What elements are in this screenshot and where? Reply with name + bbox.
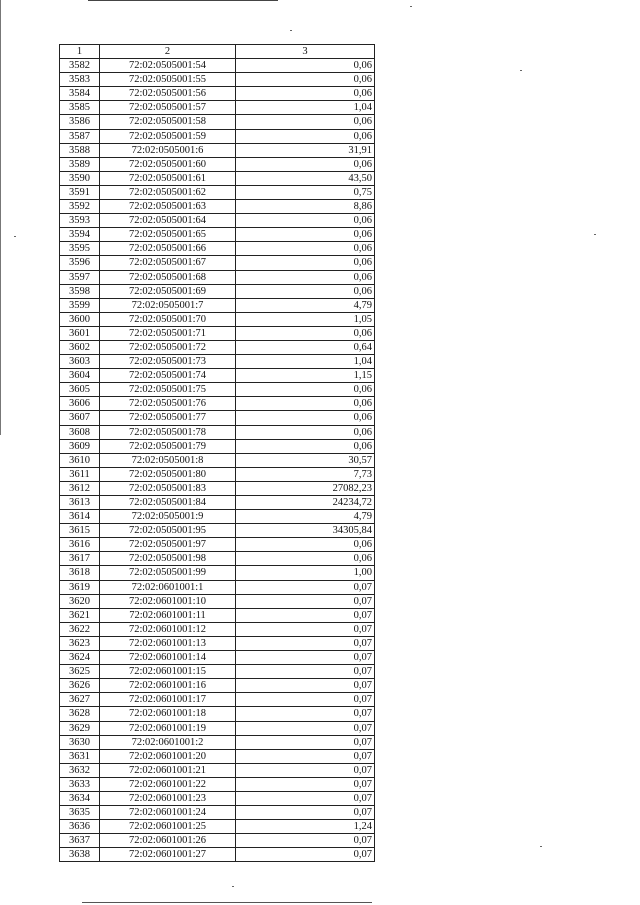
cadastral-number: 72:02:0601001:19 [100, 721, 236, 735]
row-value: 0,64 [236, 340, 375, 354]
row-value: 1,05 [236, 312, 375, 326]
cadastral-number: 72:02:0505001:60 [100, 157, 236, 171]
row-value: 0,06 [236, 425, 375, 439]
row-value: 0,07 [236, 665, 375, 679]
cadastral-number: 72:02:0505001:59 [100, 129, 236, 143]
cadastral-number: 72:02:0505001:84 [100, 496, 236, 510]
table-row [60, 397, 375, 411]
cadastral-number: 72:02:0505001:76 [100, 397, 236, 411]
scan-speck [290, 30, 292, 31]
table-row [60, 510, 375, 524]
cadastral-table [59, 44, 375, 862]
cadastral-number: 72:02:0505001:68 [100, 270, 236, 284]
column-header-3: 3 [236, 45, 375, 59]
row-value: 0,06 [236, 157, 375, 171]
row-value: 1,04 [236, 101, 375, 115]
row-number: 3590 [60, 171, 100, 185]
cadastral-number: 72:02:0505001:95 [100, 524, 236, 538]
table-row [60, 820, 375, 834]
row-value: 0,06 [236, 129, 375, 143]
table-row [60, 242, 375, 256]
row-value: 0,06 [236, 552, 375, 566]
table-row [60, 636, 375, 650]
row-value: 0,07 [236, 580, 375, 594]
cadastral-number: 72:02:0601001:18 [100, 707, 236, 721]
row-number: 3631 [60, 749, 100, 763]
row-number: 3637 [60, 834, 100, 848]
cadastral-number: 72:02:0505001:66 [100, 242, 236, 256]
table-row [60, 580, 375, 594]
cadastral-number: 72:02:0601001:17 [100, 693, 236, 707]
cadastral-number: 72:02:0601001:27 [100, 848, 236, 862]
table-row [60, 594, 375, 608]
row-number: 3613 [60, 496, 100, 510]
row-number: 3620 [60, 594, 100, 608]
row-value: 1,24 [236, 820, 375, 834]
cadastral-number: 72:02:0505001:77 [100, 411, 236, 425]
row-number: 3610 [60, 453, 100, 467]
table-row [60, 608, 375, 622]
cadastral-number: 72:02:0505001:65 [100, 228, 236, 242]
row-value: 0,06 [236, 270, 375, 284]
row-value: 0,07 [236, 636, 375, 650]
row-value: 0,06 [236, 439, 375, 453]
cadastral-number: 72:02:0601001:1 [100, 580, 236, 594]
table-row [60, 256, 375, 270]
row-number: 3618 [60, 566, 100, 580]
row-number: 3611 [60, 467, 100, 481]
cadastral-number: 72:02:0601001:25 [100, 820, 236, 834]
row-value: 0,07 [236, 608, 375, 622]
table-row [60, 496, 375, 510]
row-value: 0,06 [236, 397, 375, 411]
cadastral-number: 72:02:0505001:80 [100, 467, 236, 481]
cadastral-number: 72:02:0505001:73 [100, 355, 236, 369]
cadastral-number: 72:02:0505001:75 [100, 383, 236, 397]
row-value: 7,73 [236, 467, 375, 481]
row-number: 3582 [60, 59, 100, 73]
row-value: 0,07 [236, 707, 375, 721]
table-row [60, 665, 375, 679]
row-number: 3628 [60, 707, 100, 721]
table-row [60, 777, 375, 791]
row-value: 0,07 [236, 791, 375, 805]
table-row [60, 87, 375, 101]
row-number: 3629 [60, 721, 100, 735]
cadastral-number: 72:02:0505001:55 [100, 73, 236, 87]
row-number: 3596 [60, 256, 100, 270]
table-body [60, 59, 375, 862]
cadastral-number: 72:02:0505001:70 [100, 312, 236, 326]
cadastral-number: 72:02:0505001:64 [100, 214, 236, 228]
row-value: 0,07 [236, 721, 375, 735]
row-value: 0,07 [236, 651, 375, 665]
row-value: 0,07 [236, 806, 375, 820]
row-value: 0,06 [236, 228, 375, 242]
row-number: 3638 [60, 848, 100, 862]
row-value: 0,07 [236, 693, 375, 707]
table-row [60, 270, 375, 284]
cadastral-number: 72:02:0505001:56 [100, 87, 236, 101]
cadastral-number: 72:02:0505001:58 [100, 115, 236, 129]
row-number: 3592 [60, 200, 100, 214]
scan-speck [520, 70, 522, 71]
table-row [60, 848, 375, 862]
cadastral-number: 72:02:0601001:13 [100, 636, 236, 650]
cadastral-number: 72:02:0601001:16 [100, 679, 236, 693]
cadastral-number: 72:02:0505001:83 [100, 481, 236, 495]
row-value: 27082,23 [236, 481, 375, 495]
table-row [60, 749, 375, 763]
cadastral-number: 72:02:0601001:2 [100, 735, 236, 749]
table-row [60, 566, 375, 580]
table-row [60, 693, 375, 707]
cadastral-number: 72:02:0601001:20 [100, 749, 236, 763]
table-row [60, 425, 375, 439]
cadastral-number: 72:02:0505001:7 [100, 298, 236, 312]
cadastral-number: 72:02:0601001:22 [100, 777, 236, 791]
table-row [60, 355, 375, 369]
row-number: 3595 [60, 242, 100, 256]
row-number: 3604 [60, 369, 100, 383]
table-row [60, 707, 375, 721]
row-number: 3607 [60, 411, 100, 425]
table-row [60, 806, 375, 820]
row-number: 3599 [60, 298, 100, 312]
table-row [60, 326, 375, 340]
table-row [60, 481, 375, 495]
table-row [60, 143, 375, 157]
table-row [60, 453, 375, 467]
table-row [60, 552, 375, 566]
table-row [60, 679, 375, 693]
row-number: 3608 [60, 425, 100, 439]
row-number: 3612 [60, 481, 100, 495]
row-value: 24234,72 [236, 496, 375, 510]
row-number: 3609 [60, 439, 100, 453]
row-value: 0,06 [236, 115, 375, 129]
table-row [60, 214, 375, 228]
header-row [60, 45, 375, 59]
table-row [60, 467, 375, 481]
table-row [60, 200, 375, 214]
row-value: 4,79 [236, 298, 375, 312]
row-value: 0,07 [236, 777, 375, 791]
table-row [60, 834, 375, 848]
table-row [60, 411, 375, 425]
table-row [60, 228, 375, 242]
table-row [60, 721, 375, 735]
row-value: 4,79 [236, 510, 375, 524]
cadastral-number: 72:02:0505001:54 [100, 59, 236, 73]
row-number: 3636 [60, 820, 100, 834]
row-number: 3606 [60, 397, 100, 411]
row-number: 3616 [60, 538, 100, 552]
cadastral-number: 72:02:0601001:21 [100, 763, 236, 777]
cadastral-number: 72:02:0505001:6 [100, 143, 236, 157]
row-number: 3614 [60, 510, 100, 524]
table-row [60, 185, 375, 199]
table-row [60, 383, 375, 397]
row-number: 3635 [60, 806, 100, 820]
row-number: 3624 [60, 651, 100, 665]
scan-speck [14, 236, 16, 237]
scan-edge-mark [0, 0, 1, 435]
row-number: 3602 [60, 340, 100, 354]
row-value: 0,07 [236, 848, 375, 862]
row-number: 3584 [60, 87, 100, 101]
row-value: 30,57 [236, 453, 375, 467]
row-number: 3623 [60, 636, 100, 650]
row-number: 3583 [60, 73, 100, 87]
row-number: 3594 [60, 228, 100, 242]
row-number: 3586 [60, 115, 100, 129]
row-value: 0,06 [236, 256, 375, 270]
table-row [60, 651, 375, 665]
column-header-2: 2 [100, 45, 236, 59]
row-number: 3588 [60, 143, 100, 157]
table-row [60, 622, 375, 636]
cadastral-number: 72:02:0505001:67 [100, 256, 236, 270]
row-value: 0,07 [236, 749, 375, 763]
row-value: 1,15 [236, 369, 375, 383]
row-number: 3605 [60, 383, 100, 397]
row-value: 0,06 [236, 326, 375, 340]
row-value: 0,06 [236, 59, 375, 73]
row-value: 0,07 [236, 594, 375, 608]
table-row [60, 763, 375, 777]
scan-speck [232, 886, 234, 887]
row-value: 31,91 [236, 143, 375, 157]
cadastral-number: 72:02:0505001:61 [100, 171, 236, 185]
row-value: 0,06 [236, 214, 375, 228]
row-number: 3589 [60, 157, 100, 171]
row-number: 3619 [60, 580, 100, 594]
cadastral-number: 72:02:0505001:78 [100, 425, 236, 439]
cadastral-number: 72:02:0505001:57 [100, 101, 236, 115]
row-number: 3633 [60, 777, 100, 791]
row-value: 0,07 [236, 735, 375, 749]
row-number: 3598 [60, 284, 100, 298]
table-row [60, 312, 375, 326]
row-number: 3617 [60, 552, 100, 566]
cadastral-number: 72:02:0505001:8 [100, 453, 236, 467]
row-number: 3625 [60, 665, 100, 679]
cadastral-number: 72:02:0601001:12 [100, 622, 236, 636]
cadastral-number: 72:02:0505001:99 [100, 566, 236, 580]
table-row [60, 538, 375, 552]
cadastral-number: 72:02:0601001:24 [100, 806, 236, 820]
cadastral-number: 72:02:0601001:10 [100, 594, 236, 608]
row-number: 3587 [60, 129, 100, 143]
table-row [60, 129, 375, 143]
table-row [60, 791, 375, 805]
row-number: 3621 [60, 608, 100, 622]
row-value: 0,75 [236, 185, 375, 199]
cadastral-number: 72:02:0505001:74 [100, 369, 236, 383]
cadastral-number: 72:02:0505001:71 [100, 326, 236, 340]
table-row [60, 73, 375, 87]
row-value: 0,06 [236, 242, 375, 256]
cadastral-number: 72:02:0505001:79 [100, 439, 236, 453]
row-value: 0,07 [236, 622, 375, 636]
row-number: 3630 [60, 735, 100, 749]
table-row [60, 369, 375, 383]
cadastral-number: 72:02:0505001:98 [100, 552, 236, 566]
row-number: 3600 [60, 312, 100, 326]
table-row [60, 101, 375, 115]
cadastral-number: 72:02:0505001:72 [100, 340, 236, 354]
row-value: 1,00 [236, 566, 375, 580]
cadastral-number: 72:02:0505001:97 [100, 538, 236, 552]
table-row [60, 735, 375, 749]
cadastral-number: 72:02:0601001:26 [100, 834, 236, 848]
row-value: 34305,84 [236, 524, 375, 538]
row-number: 3591 [60, 185, 100, 199]
cadastral-number: 72:02:0601001:15 [100, 665, 236, 679]
table-row [60, 157, 375, 171]
row-value: 0,06 [236, 73, 375, 87]
row-number: 3615 [60, 524, 100, 538]
row-value: 43,50 [236, 171, 375, 185]
table-row [60, 171, 375, 185]
cadastral-number: 72:02:0601001:11 [100, 608, 236, 622]
table-row [60, 115, 375, 129]
row-value: 8,86 [236, 200, 375, 214]
bottom-rule [82, 902, 372, 903]
row-number: 3622 [60, 622, 100, 636]
row-number: 3632 [60, 763, 100, 777]
table-row [60, 59, 375, 73]
table-row [60, 298, 375, 312]
row-number: 3626 [60, 679, 100, 693]
row-number: 3634 [60, 791, 100, 805]
row-number: 3627 [60, 693, 100, 707]
cadastral-number: 72:02:0505001:9 [100, 510, 236, 524]
table-row [60, 524, 375, 538]
row-value: 0,07 [236, 679, 375, 693]
row-number: 3597 [60, 270, 100, 284]
table-row [60, 340, 375, 354]
cadastral-number: 72:02:0601001:14 [100, 651, 236, 665]
table-row [60, 284, 375, 298]
scan-speck [540, 846, 542, 847]
row-value: 1,04 [236, 355, 375, 369]
row-number: 3603 [60, 355, 100, 369]
row-number: 3593 [60, 214, 100, 228]
column-header-1: 1 [60, 45, 100, 59]
cadastral-number: 72:02:0505001:69 [100, 284, 236, 298]
row-value: 0,06 [236, 284, 375, 298]
row-value: 0,06 [236, 411, 375, 425]
row-value: 0,06 [236, 87, 375, 101]
scan-speck [410, 6, 412, 7]
cadastral-number: 72:02:0601001:23 [100, 791, 236, 805]
scan-speck [594, 234, 596, 235]
row-value: 0,06 [236, 538, 375, 552]
cadastral-number: 72:02:0505001:63 [100, 200, 236, 214]
row-value: 0,07 [236, 834, 375, 848]
row-number: 3585 [60, 101, 100, 115]
table-row [60, 439, 375, 453]
cadastral-number: 72:02:0505001:62 [100, 185, 236, 199]
top-rule [88, 0, 278, 1]
row-number: 3601 [60, 326, 100, 340]
row-value: 0,07 [236, 763, 375, 777]
row-value: 0,06 [236, 383, 375, 397]
